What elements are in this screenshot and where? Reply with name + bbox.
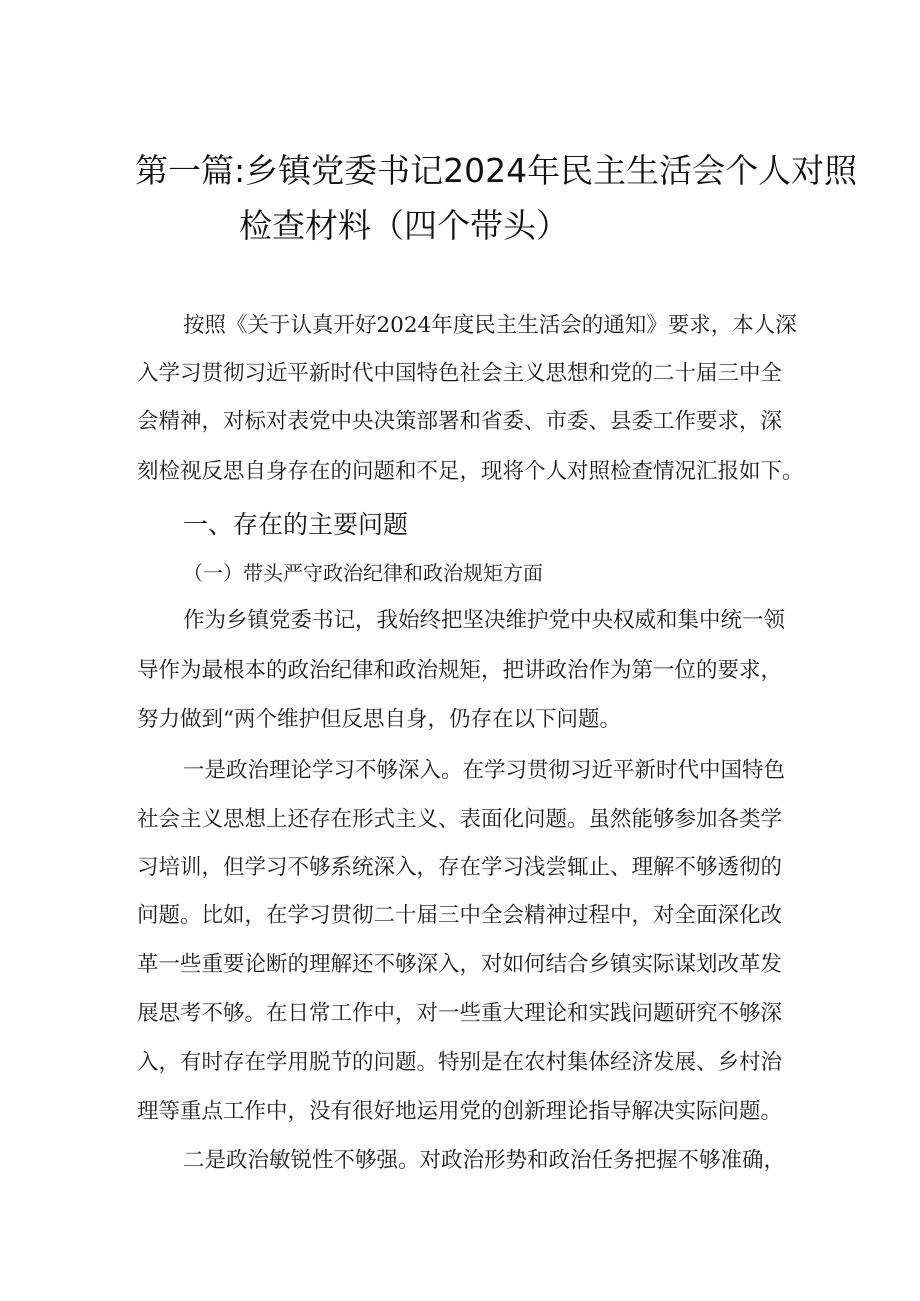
paragraph-line: 作为乡镇党委书记，我始终把坚决维护党中央权威和集中统一领 [183,608,786,633]
paragraph-line: 努力做到“两个维护但反思自身，仍存在以下问题。 [137,707,621,732]
paragraph-line: 问题。比如，在学习贯彻二十届三中全会精神过程中，对全面深化改 [137,903,783,928]
intro-line: 入学习贯彻习近平新时代中国特色社会主义思想和党的二十届三中全 [137,361,783,386]
document-title-line-2: 检查材料（四个带头） [239,206,569,245]
intro-line: 按照《关于认真开好2024年度民主生活会的通知》要求，本人深 [183,313,797,338]
paragraph-line: 二是政治敏锐性不够强。对政治形势和政治任务把握不够准确， [183,1148,786,1173]
intro-line: 刻检视反思自身存在的问题和不足，现将个人对照检查情况汇报如下。 [137,459,804,484]
paragraph-line: 一是政治理论学习不够深入。在学习贯彻习近平新时代中国特色 [183,758,786,783]
document-title-line-1: 第一篇:乡镇党委书记2024年民主生活会个人对照 [135,151,858,190]
paragraph-line: 导作为最根本的政治纪律和政治规矩，把讲政治作为第一位的要求， [137,658,783,683]
section-heading: 一、存在的主要问题 [183,510,409,539]
intro-line: 会精神，对标对表党中央决策部署和省委、市委、县委工作要求，深 [137,409,783,434]
paragraph-line: 社会主义思想上还存在形式主义、表面化问题。虽然能够参加各类学 [137,807,783,832]
paragraph-line: 理等重点工作中，没有很好地运用党的创新理论指导解决实际问题。 [137,1099,783,1124]
paragraph-line: 习培训，但学习不够系统深入，存在学习浅尝辄止、理解不够透彻的 [137,855,783,880]
subsection-heading: （一）带头严守政治纪律和政治规矩方面 [183,561,543,585]
paragraph-line: 展思考不够。在日常工作中，对一些重大理论和实践问题研究不够深 [137,1001,783,1026]
paragraph-line: 革一些重要论断的理解还不够深入，对如何结合乡镇实际谋划改革发 [137,952,783,977]
paragraph-line: 入，有时存在学用脱节的问题。特别是在农村集体经济发展、乡村治 [137,1050,783,1075]
